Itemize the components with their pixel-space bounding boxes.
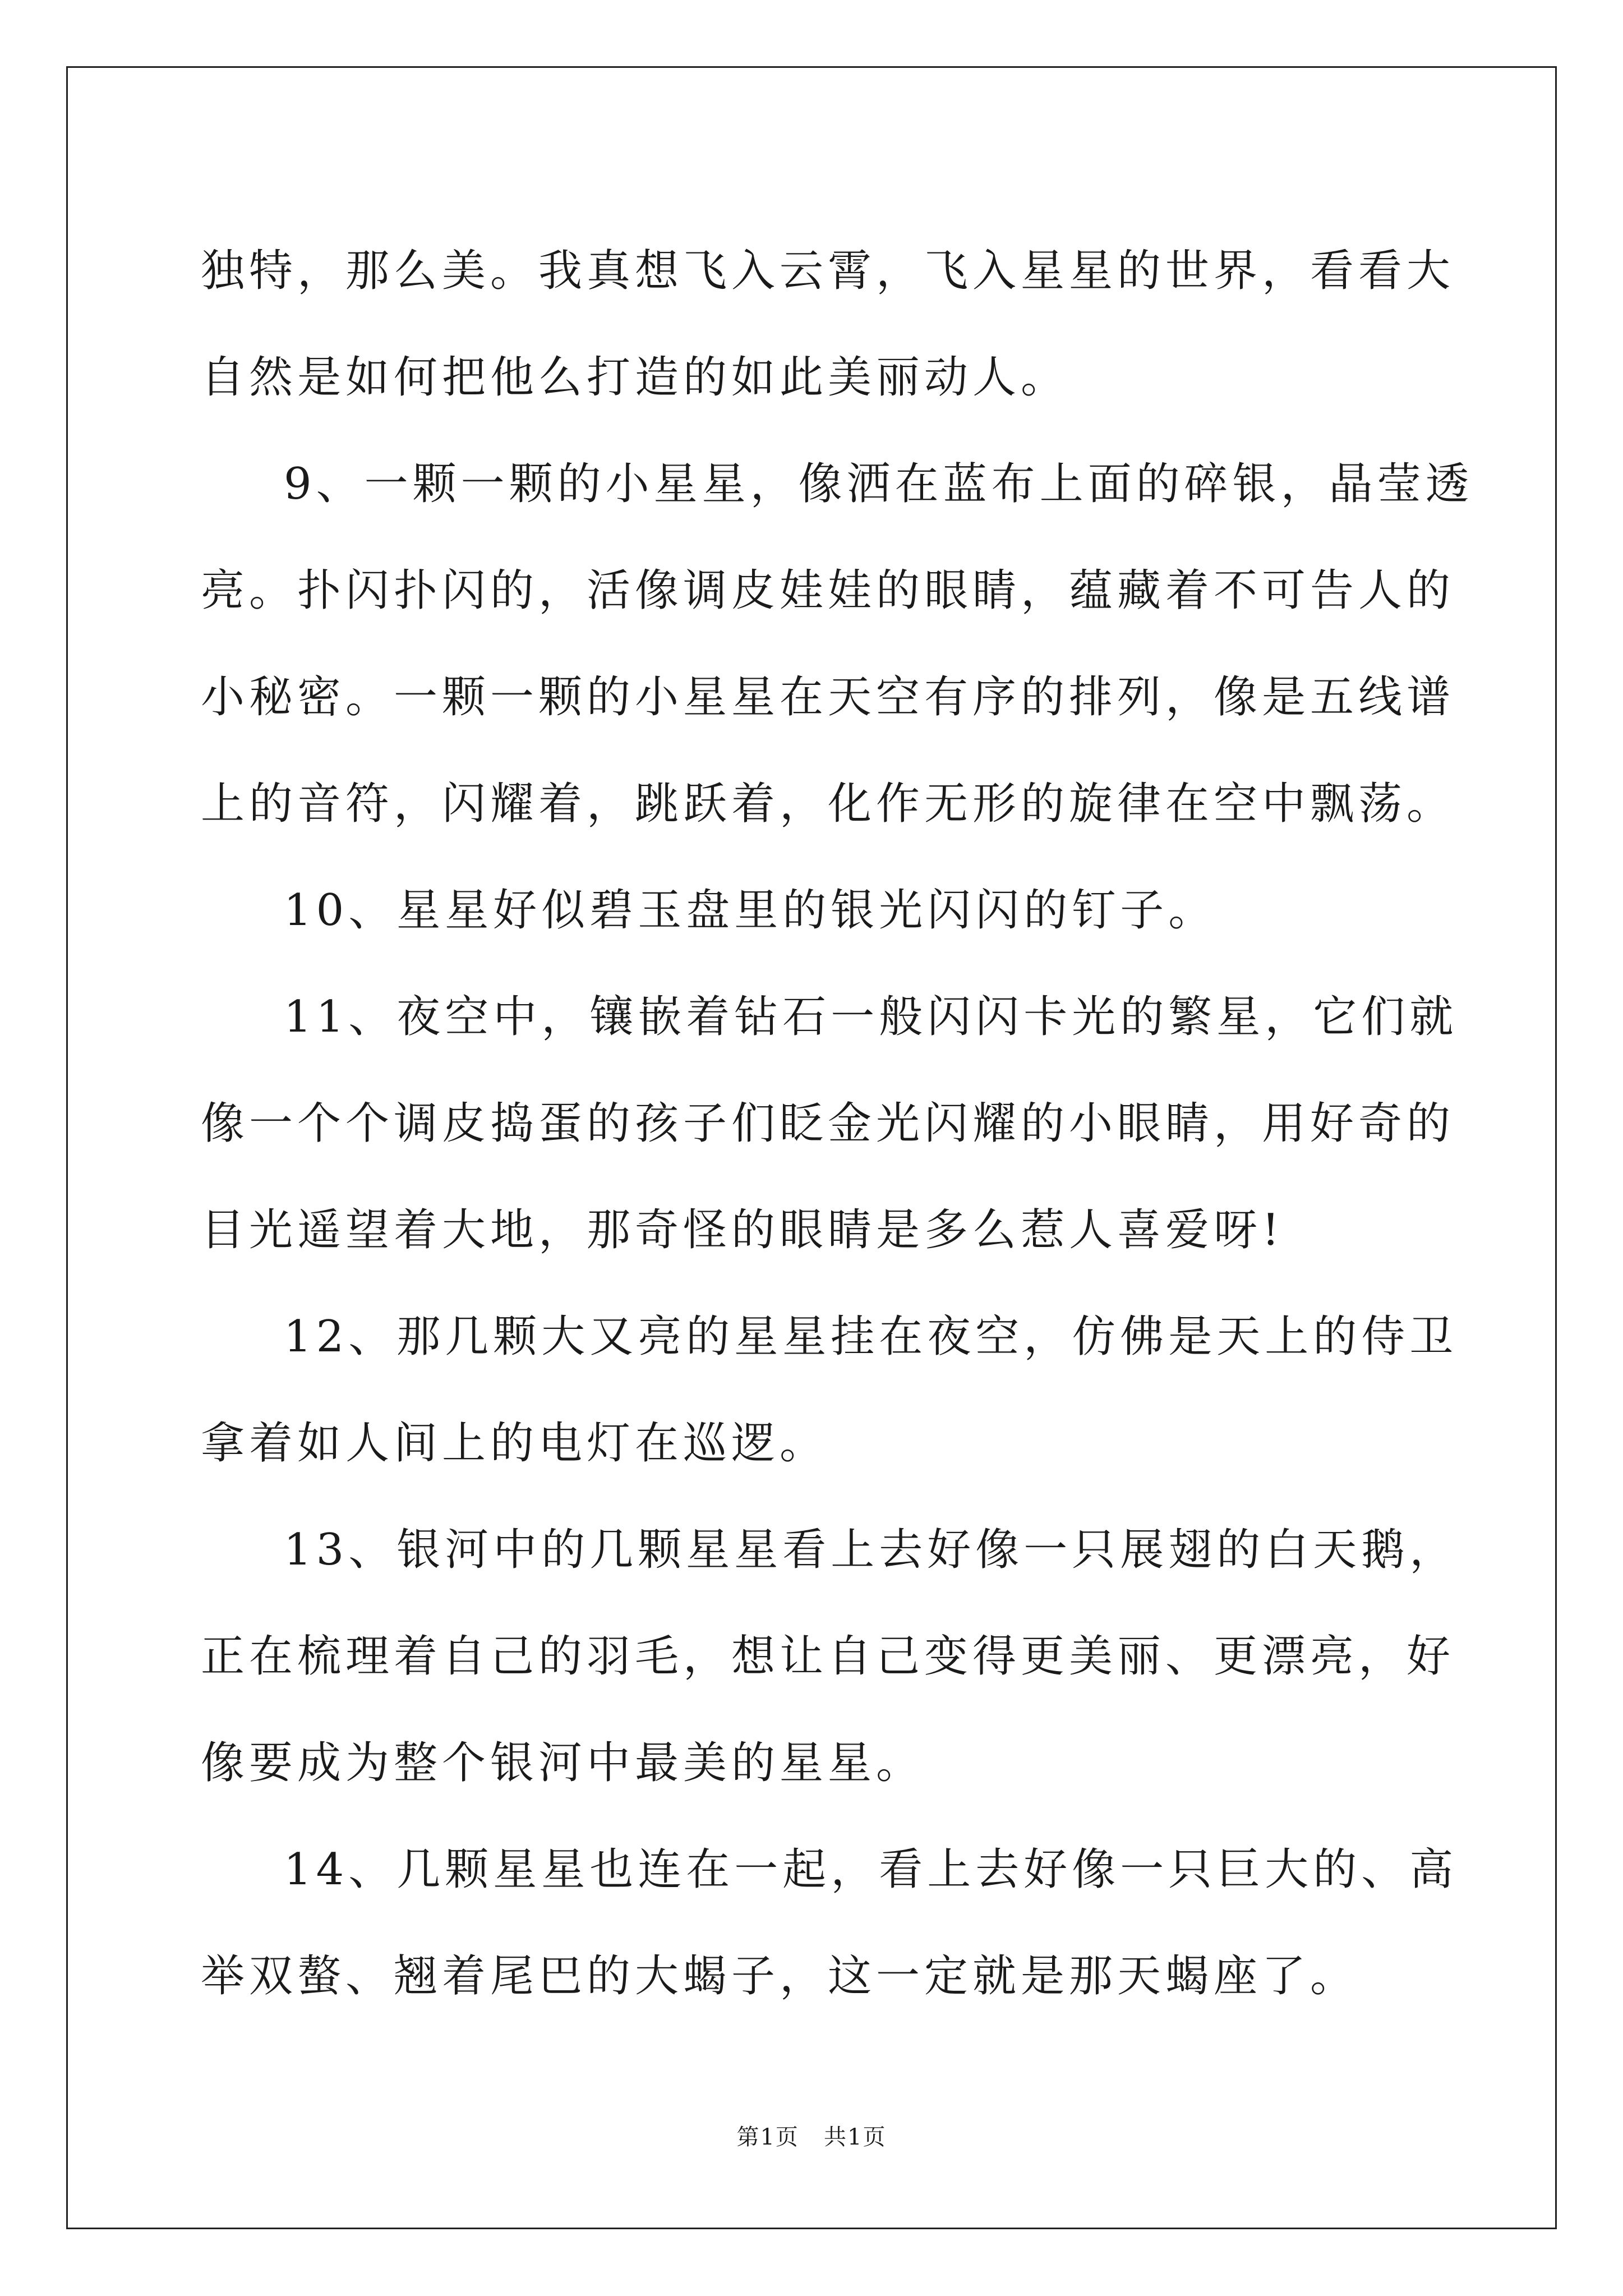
page-footer: 第1页 共1页	[736, 2124, 887, 2150]
paragraph-item-9: 9、一颗一颗的小星星，像洒在蓝布上面的碎银，晶莹透亮。扑闪扑闪的，活像调皮娃娃的眼睛，蕴藏着不可告人的小秘密。一颗一颗的小星星在天空有序的排列，像是五线谱上的音符，闪耀着，跳跃着，化作无形的旋律在空中飘荡。	[201, 459, 1474, 829]
paragraph-item-14: 14、几颗星星也连在一起，看上去好像一只巨大的、高举双螯、翘着尾巴的大蝎子，这一定就是那天蝎座了。	[201, 1844, 1458, 2001]
paragraph-item-12: 12、那几颗大又亮的星星挂在夜空，仿佛是天上的侍卫拿着如人间上的电灯在巡逻。	[201, 1312, 1458, 1469]
paragraph-item-10: 10、星星好似碧玉盘里的银光闪闪的钉子。	[284, 885, 1217, 936]
document-body	[201, 218, 1491, 2030]
paragraph-continuation: 独特，那么美。我真想飞入云霄，飞入星星的世界，看看大自然是如何把他么打造的如此美丽动人。	[201, 246, 1455, 403]
paragraph-item-11: 11、夜空中，镶嵌着钻石一般闪闪卡光的繁星，它们就像一个个调皮捣蛋的孩子们眨金光闪耀的小眼睛，用好奇的目光遥望着大地，那奇怪的眼睛是多么惹人喜爱呀!	[201, 992, 1458, 1255]
paragraph-item-13: 13、银河中的几颗星星看上去好像一只展翅的白天鹅，正在梳理着自己的羽毛，想让自己变得更美丽、更漂亮，好像要成为整个银河中最美的星星。	[201, 1525, 1458, 1788]
